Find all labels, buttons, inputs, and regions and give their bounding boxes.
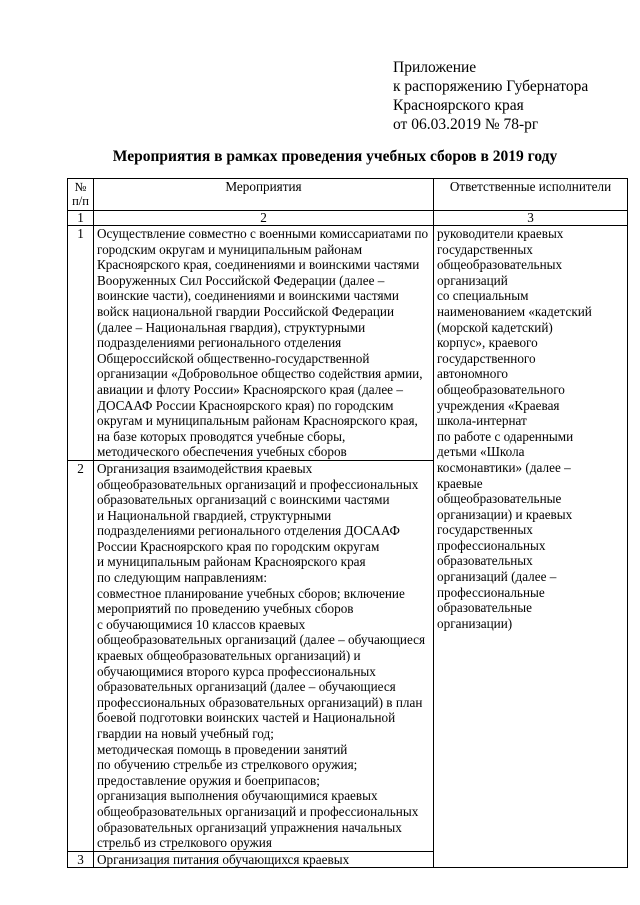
event-text-line: мероприятий по проведению учебных сборов [97, 601, 354, 617]
event-text-line: Организация питания обучающихся краевых [97, 851, 350, 867]
event-text-line: обучающимися второго курса профессиональных [97, 663, 376, 679]
event-text-line: гвардии на новый учебный год; [97, 726, 274, 741]
row-number: 1 [68, 226, 94, 461]
row-number: 2 [68, 460, 94, 851]
responsible-text-line: детьми «Школа [437, 444, 525, 460]
responsible-text-line: общеобразовательных [437, 257, 563, 273]
column-index: 3 [434, 211, 628, 226]
responsible-text-line: наименованием «кадетский [437, 303, 592, 319]
header-number-line: № [74, 180, 87, 194]
table-header-row [68, 179, 628, 211]
responsible-text-line: школа-интернат [437, 413, 527, 429]
responsible-text-line: профессиональные [437, 584, 545, 600]
event-text-line: общеобразовательных организаций и профессиональных [97, 803, 419, 819]
event-text-line: Общероссийской общественно-государственной [97, 350, 370, 366]
header-number [68, 179, 94, 211]
event-cell [94, 851, 434, 868]
event-text-line: воинские части), соединениями и воинскими частями [97, 288, 399, 304]
event-text-line: России Красноярского края по городским округам [97, 538, 380, 554]
event-text-line: Осуществление совместно с военными комиссариатами по [97, 226, 429, 241]
responsible-text-line: профессиональных [437, 537, 546, 553]
event-text-line: методическая помощь в проведении занятий [97, 741, 348, 757]
responsible-text-line: организации) и краевых [437, 506, 573, 522]
event-text-line: войск национальной гвардии Российской Федерации [97, 303, 395, 319]
responsible-text-line: общеобразовательные [437, 491, 562, 507]
event-text-line: городским округам и муниципальным районам [97, 241, 363, 257]
header-events: Мероприятия [94, 179, 434, 211]
responsible-text-line: организаций (далее – [437, 569, 557, 585]
event-text-line: подразделениями регионального отделения ДОСААФ [97, 523, 400, 539]
event-cell [94, 226, 434, 461]
responsible-text-line: образовательных [437, 553, 533, 569]
responsible-text-line: по работе с одаренными [437, 428, 574, 444]
table-row [68, 226, 628, 461]
appendix-line: Приложение [393, 59, 477, 76]
responsible-text-line: учреждения «Краевая [437, 397, 560, 413]
event-cell [94, 460, 434, 851]
event-text-line: общеобразовательных организаций и профессиональных [97, 476, 419, 492]
responsible-text-line: организаций [437, 272, 508, 288]
event-text-line: краевых общеобразовательных организаций) и [97, 648, 361, 664]
appendix-header [393, 58, 588, 134]
event-text-line: организации «Добровольное общество содействия армии, [97, 366, 423, 382]
event-text-line: Вооруженных Сил Российской Федерации (далее – [97, 272, 385, 288]
responsible-text-line: государственных [437, 522, 533, 538]
header-number-line: п/п [72, 194, 89, 208]
responsible-text-line: организации) [437, 615, 513, 631]
event-text-line: образовательных организаций упражнения начальных [97, 819, 402, 835]
events-table [67, 178, 628, 868]
event-text-line: по обучению стрельбе из стрелкового оружия; [97, 757, 358, 773]
event-text-line: общеобразовательных организаций (далее – обучающиеся [97, 632, 426, 648]
responsible-text-line: государственного [437, 350, 536, 366]
responsible-text-line: (морской кадетский) [437, 319, 553, 335]
event-text-line: стрельб из стрелкового оружия [97, 835, 272, 851]
header-responsible: Ответственные исполнители [434, 179, 628, 211]
event-text-line: по следующим направлениям: [97, 570, 267, 586]
event-text-line: ДОСААФ России Красноярского края) по городским [97, 397, 394, 413]
responsible-text-line: космонавтики» (далее – [437, 459, 571, 475]
event-text-line: предоставление оружия и боеприпасов; [97, 772, 320, 788]
responsible-text-line: образовательные [437, 600, 533, 616]
row-number: 3 [68, 851, 94, 868]
event-text-line: и Национальной гвардией, структурными [97, 507, 332, 523]
event-text-line: организация выполнения обучающимися краевых [97, 788, 378, 804]
document-title: Мероприятия в рамках проведения учебных сборов в 2019 году [112, 148, 558, 165]
event-text-line: (далее – Национальная гвардия), структурными [97, 319, 366, 335]
responsible-text-line: государственных [437, 241, 533, 257]
event-text-line: образовательных организаций (далее – обучающиеся [97, 679, 396, 695]
event-text-line: совместное планирование учебных сборов; включение [97, 585, 405, 601]
responsible-text-line: руководители краевых [437, 226, 564, 241]
appendix-line: от 06.03.2019 № 78-рг [393, 116, 539, 133]
event-text-line: с обучающимися 10 классов краевых [97, 616, 306, 632]
event-text-line: авиации и флоту России» Красноярского края (далее – [97, 381, 403, 397]
appendix-line: Красноярского края [393, 97, 524, 114]
appendix-line: к распоряжению Губернатора [393, 78, 589, 95]
event-text-line: профессиональных образовательных организаций) в план [97, 694, 423, 710]
event-text-line: на базе которых проводятся учебные сборы, [97, 428, 346, 444]
responsible-text-line: со специальным [437, 288, 529, 304]
responsible-cell [434, 226, 628, 868]
event-text-line: Красноярского края, соединениями и воинскими частями [97, 257, 420, 273]
responsible-text-line: автономного [437, 366, 509, 382]
responsible-text-line: корпус», краевого [437, 335, 538, 351]
event-text-line: подразделениями регионального отделения [97, 335, 342, 351]
event-text-line: Организация взаимодействия краевых [97, 460, 313, 476]
responsible-text-line: краевые [437, 475, 483, 491]
event-text-line: боевой подготовки воинских частей и Национальной [97, 710, 396, 726]
event-text-line: методического обеспечения учебных сборов [97, 444, 347, 460]
column-index: 2 [94, 211, 434, 226]
event-text-line: образовательных организаций с воинскими частями [97, 492, 390, 508]
event-text-line: и муниципальным районам Красноярского края [97, 554, 366, 570]
column-index: 1 [68, 211, 94, 226]
column-index-row [68, 211, 628, 226]
responsible-text-line: общеобразовательного [437, 381, 565, 397]
event-text-line: округам и муниципальным районам Красноярского края, [97, 413, 418, 429]
